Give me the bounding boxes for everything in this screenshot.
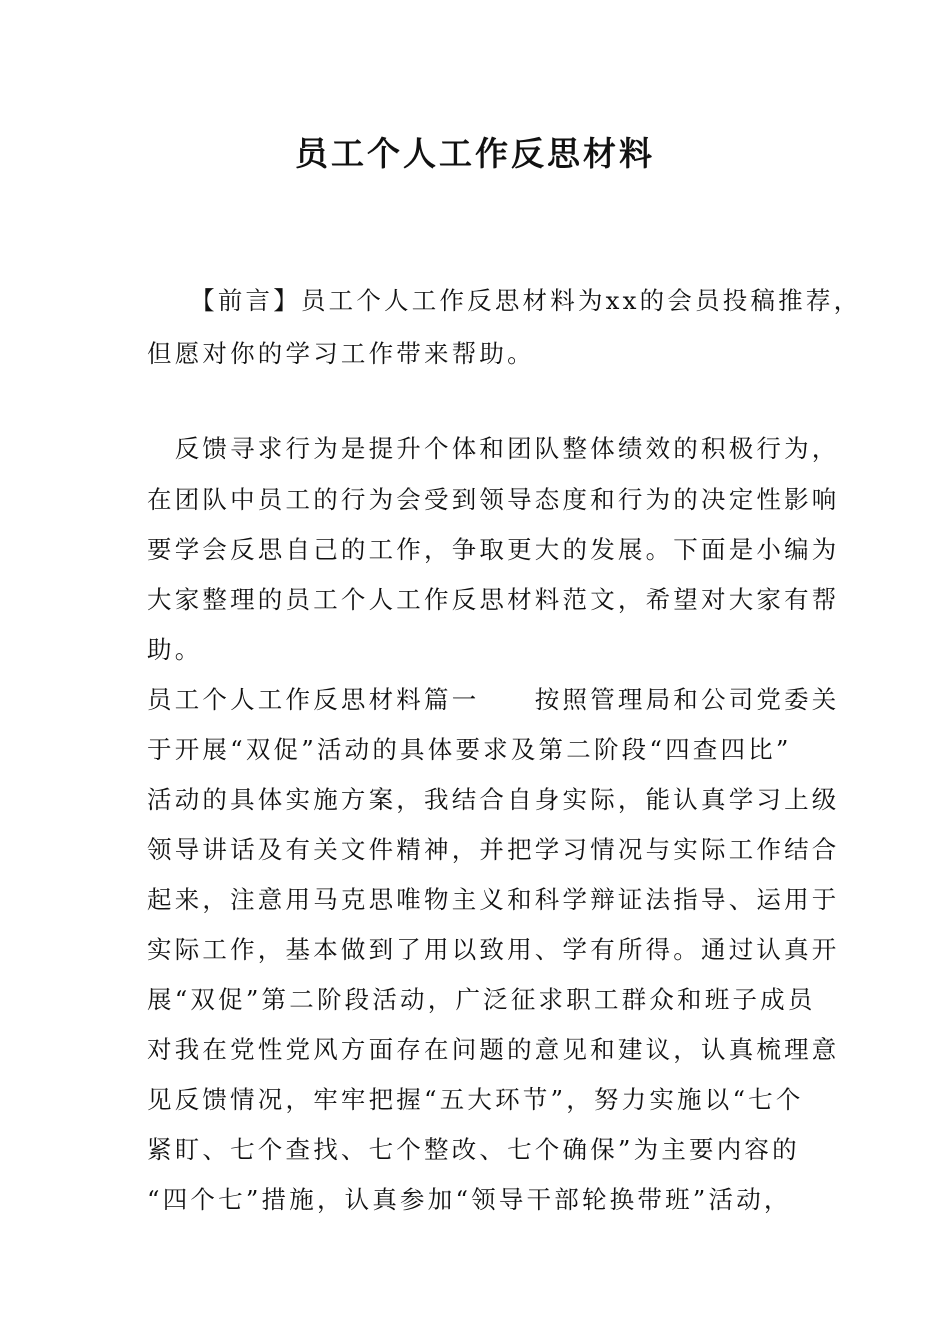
- preface-line-1: 【前言】员工个人工作反思材料为xx的会员投稿推荐，: [147, 286, 862, 315]
- body-line: 反馈寻求行为是提升个体和团队整体绩效的积极行为，: [147, 434, 840, 463]
- preface-line-2: 但愿对你的学习工作带来帮助。: [147, 339, 535, 368]
- body-line: 在团队中员工的行为会受到领导态度和行为的决定性影响: [147, 485, 840, 514]
- body-line: 展“双促”第二阶段活动，广泛征求职工群众和班子成员: [147, 985, 816, 1014]
- body-line: 起来，注意用马克思唯物主义和科学辩证法指导、运用于: [147, 885, 840, 914]
- body-line: 紧盯、七个查找、七个整改、七个确保”为主要内容的: [147, 1135, 800, 1164]
- body-line: 于开展“双促”活动的具体要求及第二阶段“四查四比”: [147, 735, 792, 764]
- body-line: 助。: [147, 635, 203, 664]
- body-line: 员工个人工作反思材料篇一 按照管理局和公司党委关: [147, 685, 840, 714]
- body-line: 对我在党性党风方面存在问题的意见和建议，认真梳理意: [147, 1035, 840, 1064]
- body-line: 活动的具体实施方案，我结合自身实际，能认真学习上级: [147, 785, 840, 814]
- body-line: 实际工作，基本做到了用以致用、学有所得。通过认真开: [147, 935, 840, 964]
- body-line: 要学会反思自己的工作，争取更大的发展。下面是小编为: [147, 535, 840, 564]
- body-line: 见反馈情况，牢牢把握“五大环节”，努力实施以“七个: [147, 1085, 804, 1114]
- document-title: 员工个人工作反思材料: [295, 134, 655, 173]
- body-line: 领导讲话及有关文件精神，并把学习情况与实际工作结合: [147, 835, 840, 864]
- body-line: “四个七”措施，认真参加“领导干部轮换带班”活动，: [147, 1185, 792, 1214]
- body-line: 大家整理的员工个人工作反思材料范文，希望对大家有帮: [147, 585, 840, 614]
